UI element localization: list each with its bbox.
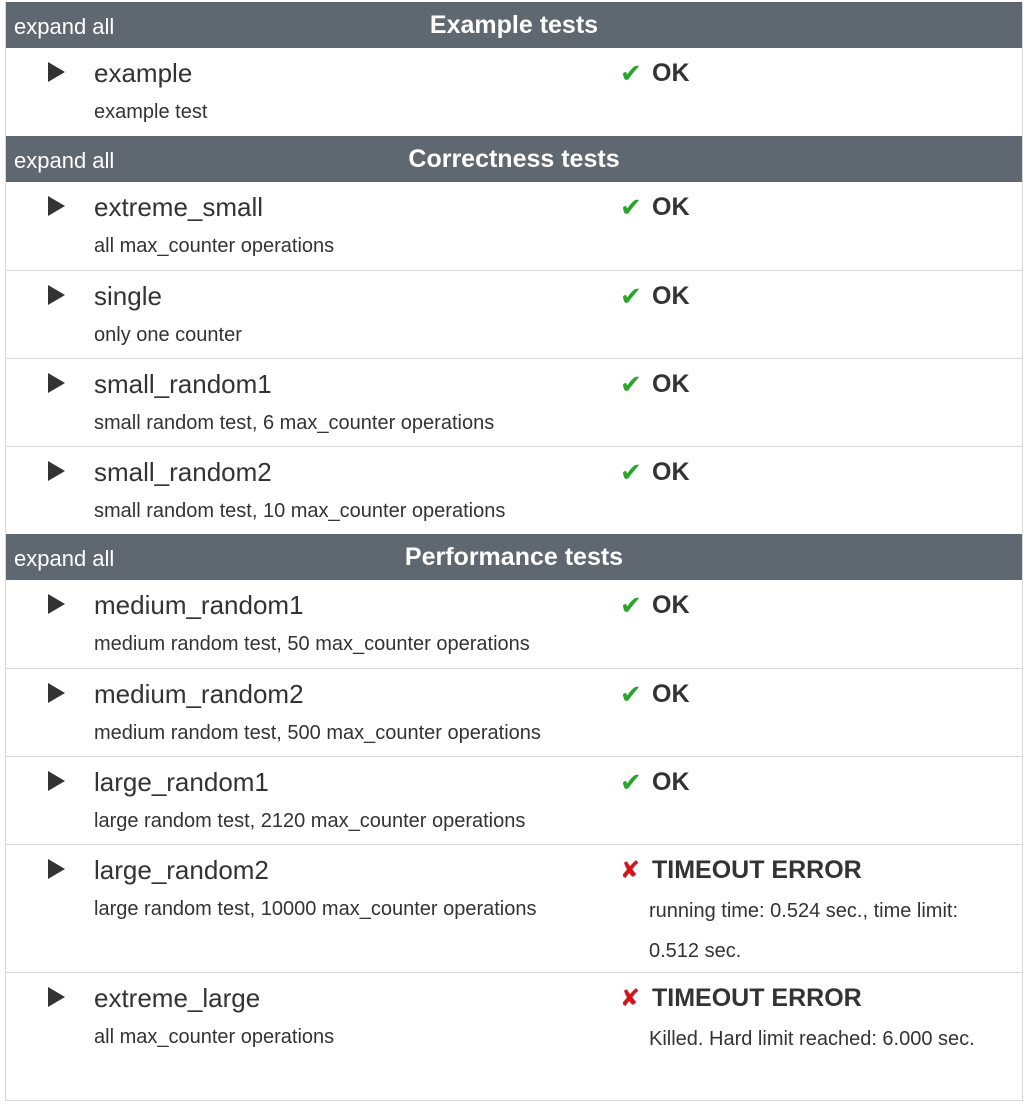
test-status <box>620 765 690 799</box>
test-name: large_random1 <box>94 767 269 797</box>
test-name: example <box>94 58 193 88</box>
group-header-correctness <box>6 136 1022 182</box>
test-results <box>5 2 1023 1101</box>
expand-all-button[interactable]: expand all <box>14 546 115 571</box>
test-status <box>620 455 690 489</box>
cross-icon: ✘ <box>620 856 641 884</box>
expand-arrow-icon[interactable] <box>48 373 65 393</box>
expand-arrow-icon[interactable] <box>48 62 65 82</box>
status-label: OK <box>652 369 690 398</box>
group-title: Example tests <box>429 11 599 39</box>
status-label: OK <box>652 590 690 619</box>
test-row <box>6 446 1022 534</box>
check-icon: ✔ <box>620 57 642 88</box>
test-row <box>6 756 1022 844</box>
test-description: medium random test, 500 max_counter operations <box>94 722 541 744</box>
test-status <box>620 588 690 622</box>
expand-all-button[interactable]: expand all <box>14 14 115 39</box>
test-row <box>6 358 1022 446</box>
test-name: medium_random1 <box>94 590 304 620</box>
group-title: Performance tests <box>404 543 624 571</box>
group-header-example <box>6 2 1022 48</box>
status-label: OK <box>652 58 690 87</box>
status-detail: running time: 0.524 sec., time limit: 0.512 sec. <box>649 900 959 962</box>
test-description: large random test, 2120 max_counter operations <box>94 810 526 832</box>
status-label: OK <box>652 767 690 796</box>
test-status <box>620 677 690 711</box>
group-title: Correctness tests <box>408 145 620 173</box>
expand-arrow-icon[interactable] <box>48 771 65 791</box>
status-label: TIMEOUT ERROR <box>652 855 862 884</box>
test-name: medium_random2 <box>94 679 304 709</box>
test-status <box>620 853 862 887</box>
test-description: small random test, 10 max_counter operations <box>94 500 506 522</box>
test-row <box>6 972 1022 1100</box>
test-status <box>620 56 690 90</box>
check-icon: ✔ <box>620 280 642 311</box>
expand-arrow-icon[interactable] <box>48 196 65 216</box>
test-name: single <box>94 281 162 311</box>
test-name: small_random1 <box>94 369 272 399</box>
check-icon: ✔ <box>620 589 642 620</box>
test-description: all max_counter operations <box>94 235 335 257</box>
test-name: extreme_small <box>94 192 264 222</box>
test-status <box>620 190 690 224</box>
test-description: example test <box>94 101 208 123</box>
test-name: small_random2 <box>94 457 272 487</box>
test-row <box>6 270 1022 358</box>
status-label: OK <box>652 281 690 310</box>
group-header-performance <box>6 534 1022 580</box>
expand-arrow-icon[interactable] <box>48 461 65 481</box>
test-name: extreme_large <box>94 983 261 1013</box>
test-row <box>6 844 1022 972</box>
check-icon: ✔ <box>620 368 642 399</box>
status-detail: Killed. Hard limit reached: 6.000 sec. <box>649 1028 975 1050</box>
expand-arrow-icon[interactable] <box>48 859 65 879</box>
expand-all-button[interactable]: expand all <box>14 148 115 173</box>
test-name: large_random2 <box>94 855 269 885</box>
status-label: OK <box>652 679 690 708</box>
check-icon: ✔ <box>620 766 642 797</box>
test-row <box>6 48 1022 136</box>
check-icon: ✔ <box>620 678 642 709</box>
test-description: medium random test, 50 max_counter operations <box>94 633 530 655</box>
test-status <box>620 279 690 313</box>
status-label: OK <box>652 192 690 221</box>
test-row <box>6 182 1022 270</box>
test-row <box>6 668 1022 756</box>
test-status <box>620 367 690 401</box>
test-row <box>6 580 1022 668</box>
test-description: small random test, 6 max_counter operations <box>94 412 495 434</box>
check-icon: ✔ <box>620 191 642 222</box>
test-status <box>620 981 862 1015</box>
check-icon: ✔ <box>620 456 642 487</box>
expand-arrow-icon[interactable] <box>48 987 65 1007</box>
expand-arrow-icon[interactable] <box>48 285 65 305</box>
test-description: all max_counter operations <box>94 1026 335 1048</box>
status-label: TIMEOUT ERROR <box>652 983 862 1012</box>
test-description: only one counter <box>94 324 242 346</box>
test-description: large random test, 10000 max_counter operations <box>94 898 537 920</box>
expand-arrow-icon[interactable] <box>48 594 65 614</box>
expand-arrow-icon[interactable] <box>48 683 65 703</box>
cross-icon: ✘ <box>620 984 641 1012</box>
status-label: OK <box>652 457 690 486</box>
